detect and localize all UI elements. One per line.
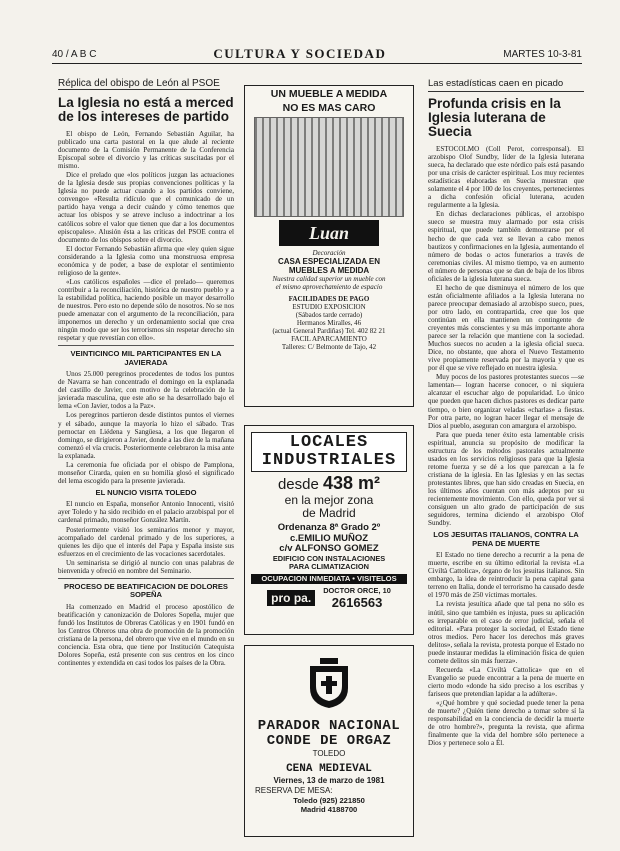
- cena-title: CENA MEDIEVAL: [286, 763, 372, 775]
- issue-date: MARTES 10-3-81: [503, 48, 582, 60]
- parador-name: PARADOR NACIONAL: [257, 718, 401, 734]
- left-para: El doctor Fernando Sebastián afirma que «ley quien sigue considerando a la Iglesia como una monstruosa empresa económica y de poder, a base de explotar el sentimiento religioso de la gente».: [58, 244, 234, 277]
- ad-slogan: el mismo aprovechamiento de espacio: [275, 283, 383, 291]
- right-headline: Profunda crisis en la Iglesia luterana de Suecia: [428, 96, 561, 139]
- furniture-photo: [254, 117, 404, 217]
- cena-date: Viernes, 13 de marzo de 1981: [273, 776, 385, 785]
- luan-logo: Luan: [279, 220, 379, 246]
- logo-subtitle: Decoración: [312, 249, 346, 257]
- left-para: El obispo de León, Fernando Sebastián Aguilar, ha publicado una carta pastoral en la que alude al reciente documento de la Comisión Permanente de la Conferencia Episcopal sobre el divorcio y las críticas suscitadas por el mismo.: [58, 130, 234, 171]
- ad-muebles: [244, 85, 414, 407]
- reserva-phone: Toledo (925) 221850: [293, 796, 365, 805]
- ad-edificio: EDIFICIO CON INSTALACIONES: [272, 553, 386, 563]
- price-prefix: desde: [277, 476, 319, 493]
- ad-slogan: Nuestra calidad superior un mueble con: [272, 275, 386, 283]
- divider: [58, 578, 234, 579]
- ad-muebles-title: UN MUEBLE A MEDIDA: [270, 88, 388, 100]
- section-title: CULTURA Y SOCIEDAD: [213, 46, 387, 61]
- page-header: [52, 48, 582, 64]
- left-column: [58, 78, 234, 836]
- reserva-phone: Madrid 4188700: [300, 805, 358, 814]
- ad-ordenanza: Ordenanza 8ª Grado 2º: [277, 522, 381, 533]
- left-kicker: Réplica del obispo de León al PSOE: [58, 78, 220, 89]
- subhead-javierada: VEINTICINCO MIL PARTICIPANTES EN LA JAVIERADA: [70, 349, 222, 367]
- left-para: Ha comenzado en Madrid el proceso apostólico de beatificación y canonización de Dolores Sopeña, mujer que fundó los Institutos de Obreras Católicas y en 1901 fundó en los Centros Obreros una obra de promoción de la promoción cristiana de la persona, del obrero que vive en el mundo en su conciencia. Esta obra, que tiene por Institución Catequista Dolores Sopeña, está presente con sus centros en los cinco continentes y extendida en casi todos los países de la Obra.: [58, 602, 234, 668]
- ad-info: (Sábados tarde cerrado): [295, 311, 363, 319]
- right-para: «¿Qué hombre y qué sociedad puede tener la pena de muerte? ¿Quién tiene derecho a tomar sobre sí la responsabilidad en la conciencia de decidir la muerte de otro hombre?», pregunta la revista, que afirma finalmente que la vida del hombre sólo pertenece a Dios y pertenece solo a Él.: [428, 699, 584, 748]
- right-column: [428, 78, 584, 836]
- ad-zona: en la mejor zona: [284, 493, 374, 507]
- reserva-label: RESERVA DE MESA:: [255, 786, 333, 795]
- left-para: El nuncio en España, monseñor Antonio Innocenti, visitó ayer Toledo y ha sido recibido en el palacio arzobispal por el cardenal primado, monseñor González Martín.: [58, 500, 234, 525]
- ad-line: CASA ESPECIALIZADA EN: [277, 257, 381, 266]
- subhead-jesuitas: LOS JESUITAS ITALIANOS, CONTRA LA PENA DE MUERTE: [433, 530, 579, 548]
- ad-locales: [244, 425, 414, 635]
- right-kicker: Las estadísticas caen en picado: [428, 78, 584, 92]
- parador-name: CONDE DE ORGAZ: [266, 733, 392, 749]
- ad-info: ESTUDIO EXPOSICION: [292, 303, 366, 311]
- page-number: 40 / A B C: [52, 48, 97, 60]
- ad-info: Talleres: C/ Belmonte de Tajo, 42: [281, 343, 377, 351]
- right-para: En dichas declaraciones públicas, el arzobispo sueco se muestra muy alarmado por esta crisis espiritual, que puede también demostrarse por el hecho de que cada vez se llevan a cabo menos bautizos y confirmaciones en la Iglesia, aumentando el número de bodas o actos funerarios a través de ceremonias civiles. Al mismo tiempo, va en aumento el número de personas que se dan de baja de los libros oficiales de la iglesia luterana sueca.: [428, 210, 584, 283]
- right-para: Recuerda «La Civiltà Cattolica» que en el Evangelio se puede encontrar a la pena de muerte en cierto modo «donde ha sido preciso a los escribas y fariseos que pretendían lapidar a la adúltera».: [428, 665, 584, 698]
- ad-edificio: PARA CLIMATIZACION: [289, 562, 369, 571]
- right-para: El Estado no tiene derecho a recurrir a la pena de muerte, escribe en su último editorial la revista «La Civiltà Cattolica», órgano de los jesuitas italianos. Sin embargo, la idea de reintroducir la pena capital gana terreno en Italia, donde el terrorismo ha causado desde el 1970 más de 250 víctimas mortales.: [428, 551, 584, 600]
- left-para: Los peregrinos partieron desde distintos puntos el viernes y el sábado, aunque la mayoría lo hizo el sábado. Tras pernoctar en Liédena y Sangüesa, a los que llegaron el domingo, se dirigieron a Javier, donde a las diez de la mañana comenzó el vía crucis. Posteriormente celebraron la misa ante la explanada.: [58, 411, 234, 460]
- ad-price: [245, 474, 413, 494]
- ad-locales-line: INDUSTRIALES: [261, 451, 397, 470]
- left-headline: La Iglesia no está a merced de los intereses de partido: [58, 95, 234, 124]
- subhead-nuncio: EL NUNCIO VISITA TOLEDO: [95, 487, 197, 497]
- ad-locales-line: LOCALES: [289, 433, 369, 452]
- subhead-sopena: PROCESO DE BEATIFICACION DE DOLORES SOPEÑA: [64, 581, 228, 600]
- divider: [58, 345, 234, 346]
- ad-address: DOCTOR ORCE, 10: [323, 585, 391, 595]
- ad-info: FACIL APARCAMIENTO: [291, 335, 367, 343]
- right-para: El hecho de que disminuya el número de los que están oficialmente afiliados a la Iglesia luterana no parece preocupar demasiado al arzobispo sueco, pues, por otro lado, en contrapartida, cree que los que continúan en ella mantienen un contingente de creyentes más conscientes y su más importante ahora parece ser la relación que mantiene con la sociedad. Muchos suecos no acuden a la iglesia oficial sueca. Dice, no obstante, que ahora el Nuevo Testamento vive propiamente reservada por la mayoría y que es por él que se vive reflejado en nuestra iglesia.: [428, 283, 584, 373]
- left-para: Unos 25.000 peregrinos procedentes de todos los puntos de Navarra se han concentrado el domingo en la explanada del castillo de Javier, con motivo de la celebración de la javierada masculina, que este año se ha desarrollado bajo el lema «Con Javier, todos a la Paz».: [58, 370, 234, 411]
- left-para: La ceremonia fue oficiada por el obispo de Pamplona, monseñor Cirarda, quien en su homilía glosó el significado del lema escogido para la presente javierada.: [58, 460, 234, 485]
- ad-phone: 2616563: [331, 595, 383, 610]
- ad-muebles-title: NO ES MAS CARO: [282, 102, 376, 114]
- left-para: «Los católicos españoles —dice el prelado— queremos contribuir a la reconciliación, histórica de nuestro pueblo y a la estabilidad política, haciendo posible un mayor desarrollo de nuestros. Pero esto no depende sólo de nosotros. No se nos puede amenazar con el argumento de la reconciliación, para imponernos un derecho y un ordenamiento social que crea ningún modo que ser los terrorismos sin respetar derecho sin respetar y que revestían con ello».: [58, 277, 234, 343]
- right-para: Muy pocos de los pastores protestantes suecos —se lamentan— logran hacerse conocer, o ni siquiera alcanzar el escuchar algo de popularidad. Lo único que pueden que hacen dichos pastores es dedicar parte tiempo, o bien organizar veladas «charlas» a fiestas. Por otra parte, no logran hacer llegar el mensaje de Dios al pueblo, aseguran con amargura el arzobispo.: [428, 373, 584, 430]
- parador-seal-icon: [306, 656, 352, 710]
- ad-contact: [245, 587, 413, 611]
- ad-parador: [244, 645, 414, 837]
- ad-line: MUEBLES A MEDIDA: [288, 266, 370, 275]
- ad-contact-info: [323, 587, 391, 611]
- left-para: Dice el prelado que «los políticos juzgan las actuaciones de la Iglesia desde sus propias convenciones políticas y la Iglesia no puede actuar cuando a los partidos conviene, convengo» «Resulta ridículo que el comunicado de un partido haya venga a decir cuándo y cómo tenemos que actuar los obispos y se atreve incluso a indoctrinar a los católicos sobre el valor que tienen que dar a los documentos episcopales». Alusión ésta a las críticas del PSOE contra el documento de los obispos sobre el divorcio.: [58, 171, 234, 244]
- price-area: 438 m²: [323, 473, 381, 493]
- ad-info: (actual General Pardiñas) Tel. 402 82 21: [272, 327, 386, 335]
- propa-logo: pro pa.: [267, 590, 315, 606]
- right-para: ESTOCOLMO (Coll Perot, corresponsal). El arzobispo Olof Sundby, líder de la Iglesia luterana sueca, ha declarado que este nórdico país está pasando por una crisis de carácter espiritual. Los muy recientes estadísticas elaboradas en Suecia muestran que solamente el 4 por 100 de los creyentes, pertenecientes a dicha confesión oficial luterana, acuden regularmente a la Iglesia.: [428, 145, 584, 210]
- ad-zona: de Madrid: [302, 506, 356, 520]
- ad-locales-title: [251, 432, 407, 472]
- right-para: Para que pueda tener éxito esta lamentable crisis espiritual, anuncia su propósito de modificar la estructura de los métodos pastorales actualmente usados en los servicios religiosos para que la Iglesia retome fuerza y se dé a los que parezcan a la fe cristiana de la iglesia. En las Iglesias y en las sectas protestantes libres, que han sido creadas en Suecia, en los últimos años cuentan con más adeptos por su recientemente movimiento. Con ello, queda por ver si consiguen un alto grado de participación de sus seguidores, termina diciendo el arzobispo Olof Sundby.: [428, 430, 584, 528]
- ad-street: c/v ALFONSO GOMEZ: [279, 543, 379, 554]
- ad-info: FACILIDADES DE PAGO: [288, 295, 370, 303]
- right-para: La revista jesuítica añade que tal pena no sólo es inútil, sino que también es injusta, pues su aplicación es irreparable en el caso de error judicial, señala el editorial. «Para proteger la sociedad, el Estado tiene otros medios. Pero hacer los derechos más graves delitos», señala la revista, protesta porque el Estado no puede instaurar medidas la eliminación física de quien comete delitos sin más fuerza».: [428, 600, 584, 665]
- left-para: Posteriormente visitó los seminarios menor y mayor, acompañado del cardenal primado y de los superiores, a quienes les dijo que el interés del Papa y España insiste sus esfuerzos en el crecimiento de las vocaciones sacerdotales.: [58, 525, 234, 558]
- parador-city: TOLEDO: [312, 749, 346, 758]
- ad-info: Hermanos Miralles, 46: [296, 319, 362, 327]
- left-para: Un seminarista se dirigió al nuncio con unas palabras de bienvenida y ofreció en nombre del Seminario.: [58, 558, 234, 575]
- ad-street: c.EMILIO MUÑOZ: [289, 532, 369, 544]
- ad-ocupacion: OCUPACION INMEDIATA • VISITELOS: [251, 574, 407, 584]
